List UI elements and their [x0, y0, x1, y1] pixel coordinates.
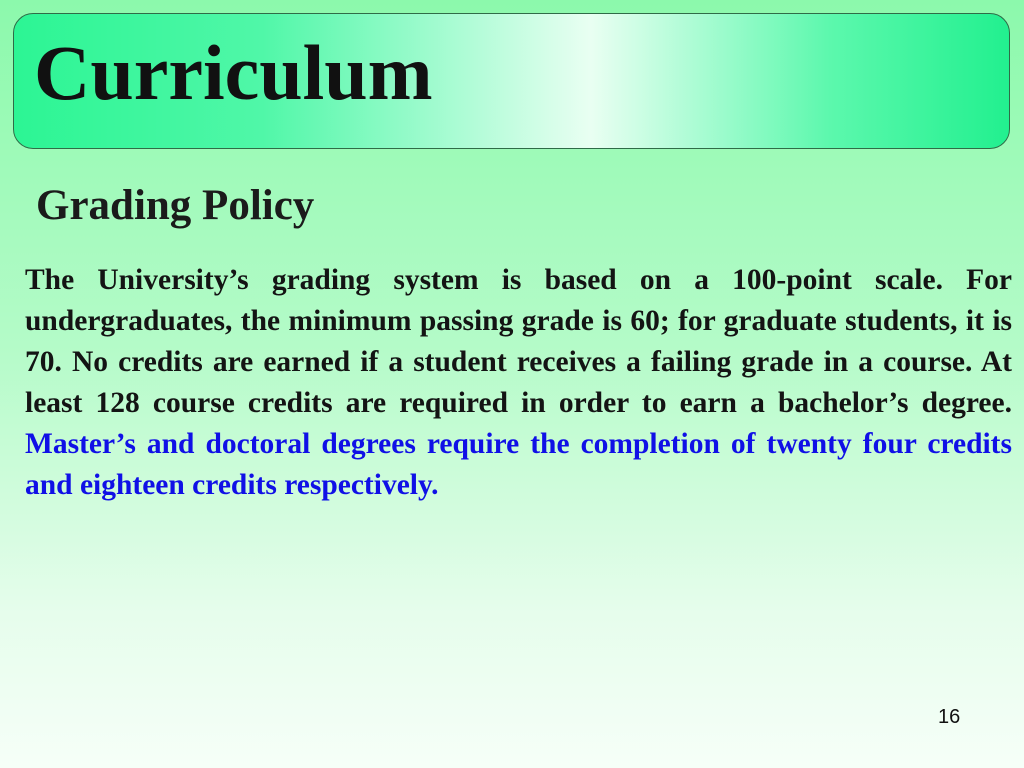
section-heading: Grading Policy	[36, 182, 315, 229]
slide-title: Curriculum	[34, 29, 433, 116]
body-paragraph	[25, 260, 1012, 506]
page-number: 16	[938, 706, 961, 728]
body-text-main: The University’s grading system is based on a 100-point scale. For undergraduates, the minimum passing grade is 60; for graduate students, it is 70. No credits are earned if a student receives a failing grade in a course. At least 128 course credits are required in order to earn a bachelor’s degree.	[25, 264, 1012, 419]
title-banner	[13, 13, 1010, 149]
highlighted-text: Master’s and doctoral degrees require the completion of twenty four credits and eighteen credits respectively.	[25, 428, 1012, 501]
